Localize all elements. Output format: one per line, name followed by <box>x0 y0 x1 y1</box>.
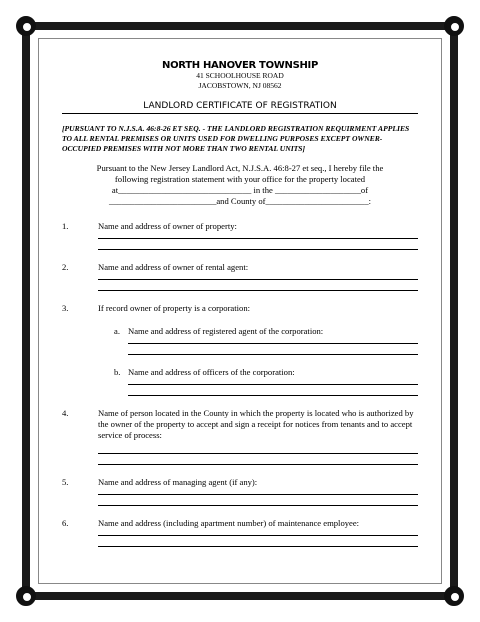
question-3b <box>114 367 418 378</box>
question-5 <box>62 477 418 488</box>
answer-lines-4[interactable] <box>98 453 418 465</box>
answer-line[interactable] <box>98 290 418 291</box>
answer-line[interactable] <box>98 453 418 454</box>
answer-line[interactable] <box>98 505 418 506</box>
item-label: Name and address of managing agent (if any): <box>98 477 258 487</box>
question-4 <box>62 408 418 441</box>
question-6 <box>62 518 418 529</box>
item-number: 1. <box>62 221 69 231</box>
item-number: 4. <box>62 408 69 418</box>
item-number: 2. <box>62 262 69 272</box>
item-label: Name and address (including apartment number) of maintenance employee: <box>98 518 360 528</box>
intro-line-county[interactable]: _________________________and County of________________________: <box>108 196 372 206</box>
frame-left-border <box>22 22 30 600</box>
intro-line-location[interactable]: at_______________________________ in the ____________________of <box>111 185 369 195</box>
item-number: 5. <box>62 477 69 487</box>
answer-lines-2[interactable] <box>98 279 418 291</box>
corner-ornament-icon <box>444 586 464 606</box>
corner-ornament-icon <box>16 16 36 36</box>
answer-lines-6[interactable] <box>98 535 418 547</box>
corner-ornament-icon <box>16 586 36 606</box>
item-number: 6. <box>62 518 69 528</box>
answer-line[interactable] <box>128 354 418 355</box>
answer-lines-3b[interactable] <box>128 384 418 396</box>
answer-line[interactable] <box>128 395 418 396</box>
answer-line[interactable] <box>98 546 418 547</box>
address-line-2: JACOBSTOWN, NJ 08562 <box>198 81 282 90</box>
answer-line[interactable] <box>98 535 418 536</box>
corner-ornament-icon <box>444 16 464 36</box>
intro-line: following registration statement with your office for the property located <box>114 174 366 184</box>
form-content <box>62 60 418 547</box>
item-label: Name of person located in the County in which the property is located who is authorized by the owner of the property to accept and sign a receipt for notices from tenants and to accept service of process: <box>98 408 414 440</box>
item-number: 3. <box>62 303 69 313</box>
answer-line[interactable] <box>98 238 418 239</box>
answer-line[interactable] <box>128 343 418 344</box>
answer-line[interactable] <box>98 279 418 280</box>
intro-paragraph <box>62 163 418 207</box>
intro-line: Pursuant to the New Jersey Landlord Act, N.J.S.A. 46:8-27 et seq., I hereby file the <box>96 163 384 173</box>
frame-top-border <box>22 22 458 30</box>
answer-lines-3a[interactable] <box>128 343 418 355</box>
item-label: If record owner of property is a corporation: <box>98 303 251 313</box>
item-number: b. <box>114 367 121 377</box>
question-2 <box>62 262 418 273</box>
item-label: Name and address of officers of the corporation: <box>128 367 295 377</box>
question-3a <box>114 326 418 337</box>
item-label: Name and address of owner of property: <box>98 221 237 231</box>
answer-line[interactable] <box>98 249 418 250</box>
frame-right-border <box>450 22 458 600</box>
page-title: LANDLORD CERTIFICATE OF REGISTRATION <box>143 101 337 111</box>
answer-line[interactable] <box>98 464 418 465</box>
item-label: Name and address of owner of rental agent: <box>98 262 249 272</box>
answer-lines-1[interactable] <box>98 238 418 250</box>
township-name: NORTH HANOVER TOWNSHIP <box>162 60 318 71</box>
answer-line[interactable] <box>128 384 418 385</box>
legal-notice: [PURSUANT TO N.J.S.A. 46:8-26 ET SEQ. - THE LANDLORD REGISTRATION REQUIRMENT APPLIES TO ALL RENTAL PREMISES OR UNITS USED FOR DWELLING PURPOSES EXCEPT OWNER-OCCUPIED PREMISES WITH NOT MORE THAN TWO RENTAL UNITS] <box>62 124 410 153</box>
question-1 <box>62 221 418 232</box>
item-label: Name and address of registered agent of the corporation: <box>128 326 324 336</box>
answer-lines-5[interactable] <box>98 494 418 506</box>
question-3 <box>62 303 418 314</box>
item-number: a. <box>114 326 120 336</box>
address-line-1: 41 SCHOOLHOUSE ROAD <box>196 71 284 80</box>
title-divider <box>62 113 418 114</box>
answer-line[interactable] <box>98 494 418 495</box>
frame-bottom-border <box>22 592 458 600</box>
